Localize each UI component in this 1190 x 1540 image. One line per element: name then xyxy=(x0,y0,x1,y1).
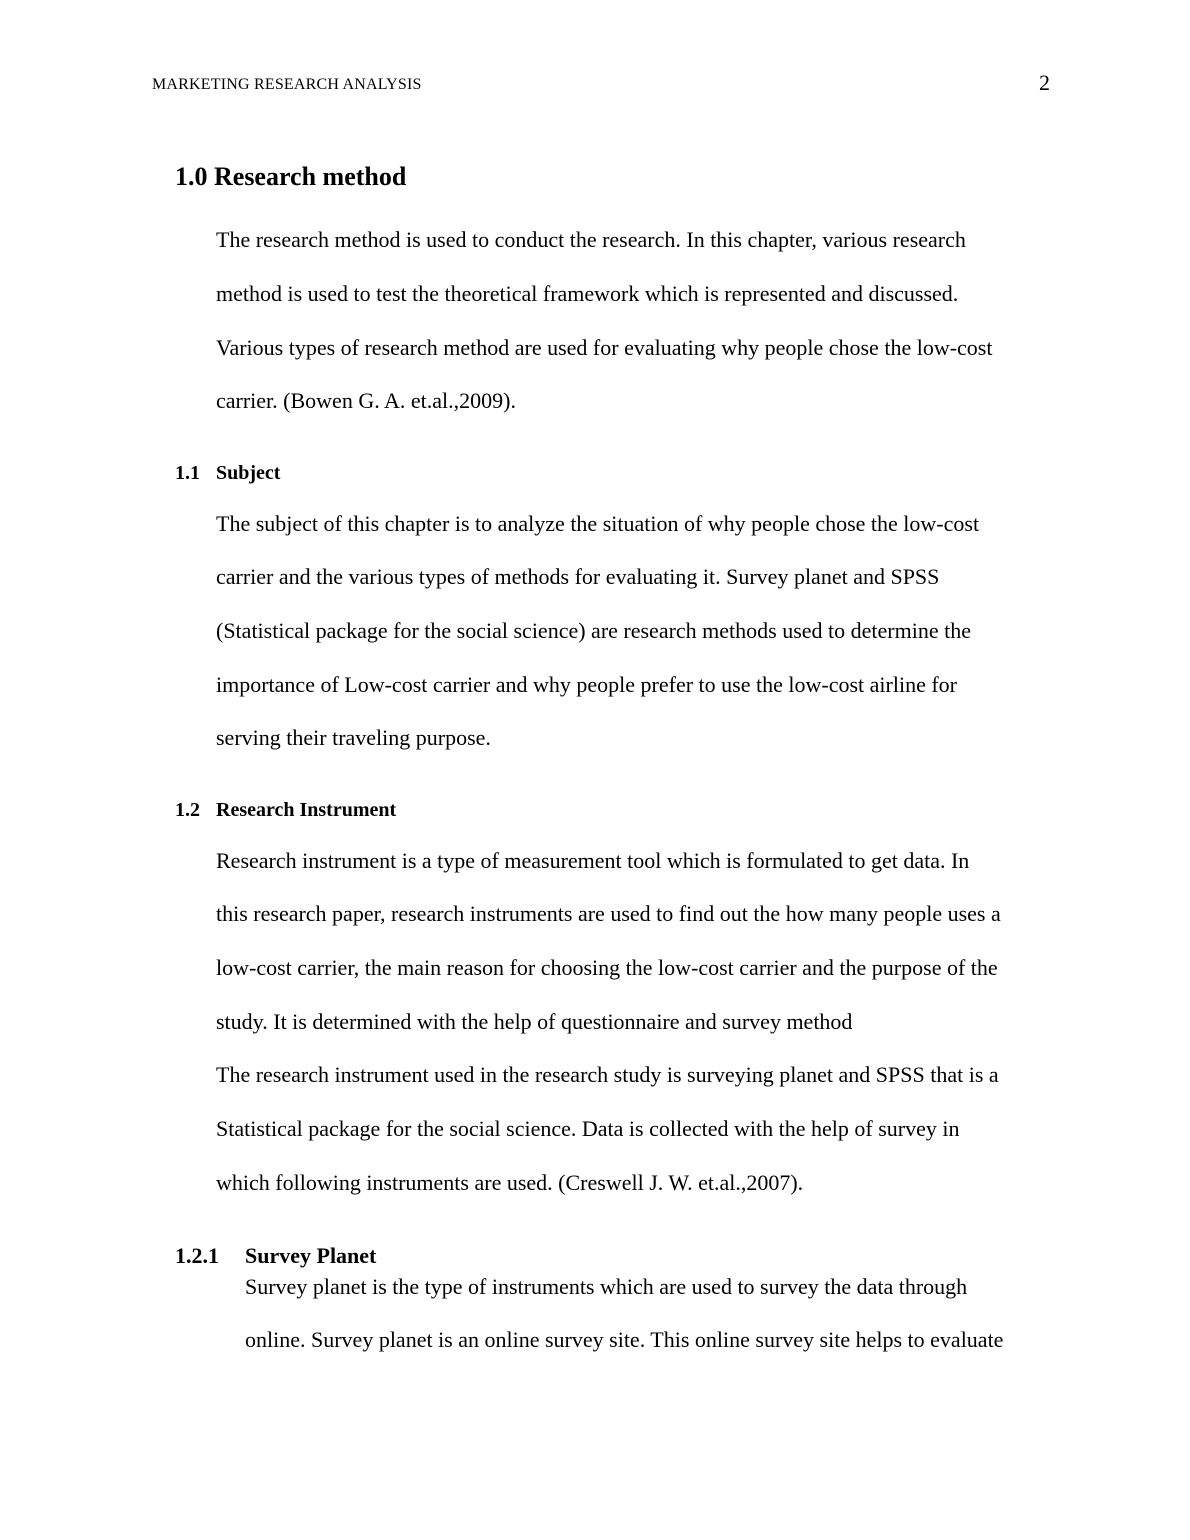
paragraph-line: this research paper, research instruments are used to find out the how many people uses a xyxy=(216,901,1001,926)
paragraph-line: Research instrument is a type of measurement tool which is formulated to get data. In xyxy=(216,848,970,873)
section-title: Survey Planet xyxy=(245,1243,377,1268)
section-number: 1.1 xyxy=(175,462,200,484)
paragraph-line: The research method is used to conduct the research. In this chapter, various research xyxy=(216,227,966,252)
section-heading-research-method: 1.0 Research method xyxy=(175,162,407,191)
paragraph-line: online. Survey planet is an online survey site. This online survey site helps to evaluate xyxy=(245,1327,1004,1352)
paragraph-line: serving their traveling purpose. xyxy=(216,725,491,750)
paragraph-line: which following instruments are used. (Creswell J. W. et.al.,2007). xyxy=(216,1170,804,1195)
paragraph-line: low-cost carrier, the main reason for choosing the low-cost carrier and the purpose of the xyxy=(216,955,998,980)
section-number: 1.2.1 xyxy=(175,1243,219,1268)
section-heading-research-instrument xyxy=(175,799,396,822)
section-heading-subject xyxy=(175,462,280,485)
paragraph-line: study. It is determined with the help of questionnaire and survey method xyxy=(216,1009,853,1034)
section-number: 1.2 xyxy=(175,799,200,821)
paragraph-line: Survey planet is the type of instruments which are used to survey the data through xyxy=(245,1274,968,1299)
paragraph-line: carrier. (Bowen G. A. et.al.,2009). xyxy=(216,388,516,413)
paragraph-line: Various types of research method are used for evaluating why people chose the low-cost xyxy=(216,335,993,360)
section-title: Research Instrument xyxy=(216,799,397,821)
paragraph-line: (Statistical package for the social science) are research methods used to determine the xyxy=(216,618,972,643)
paragraph-line: The subject of this chapter is to analyze the situation of why people chose the low-cost xyxy=(216,511,980,536)
section-title: Subject xyxy=(216,462,281,484)
paragraph-line: importance of Low-cost carrier and why people prefer to use the low-cost airline for xyxy=(216,672,957,697)
section-heading-survey-planet xyxy=(175,1243,376,1269)
paragraph-line: method is used to test the theoretical framework which is represented and discussed. xyxy=(216,281,959,306)
running-head: MARKETING RESEARCH ANALYSIS xyxy=(152,76,422,93)
page-number: 2 xyxy=(1039,70,1050,95)
paragraph-line: carrier and the various types of methods for evaluating it. Survey planet and SPSS xyxy=(216,564,940,589)
paragraph-line: The research instrument used in the research study is surveying planet and SPSS that is a xyxy=(216,1062,999,1087)
paragraph-line: Statistical package for the social science. Data is collected with the help of survey in xyxy=(216,1116,960,1141)
